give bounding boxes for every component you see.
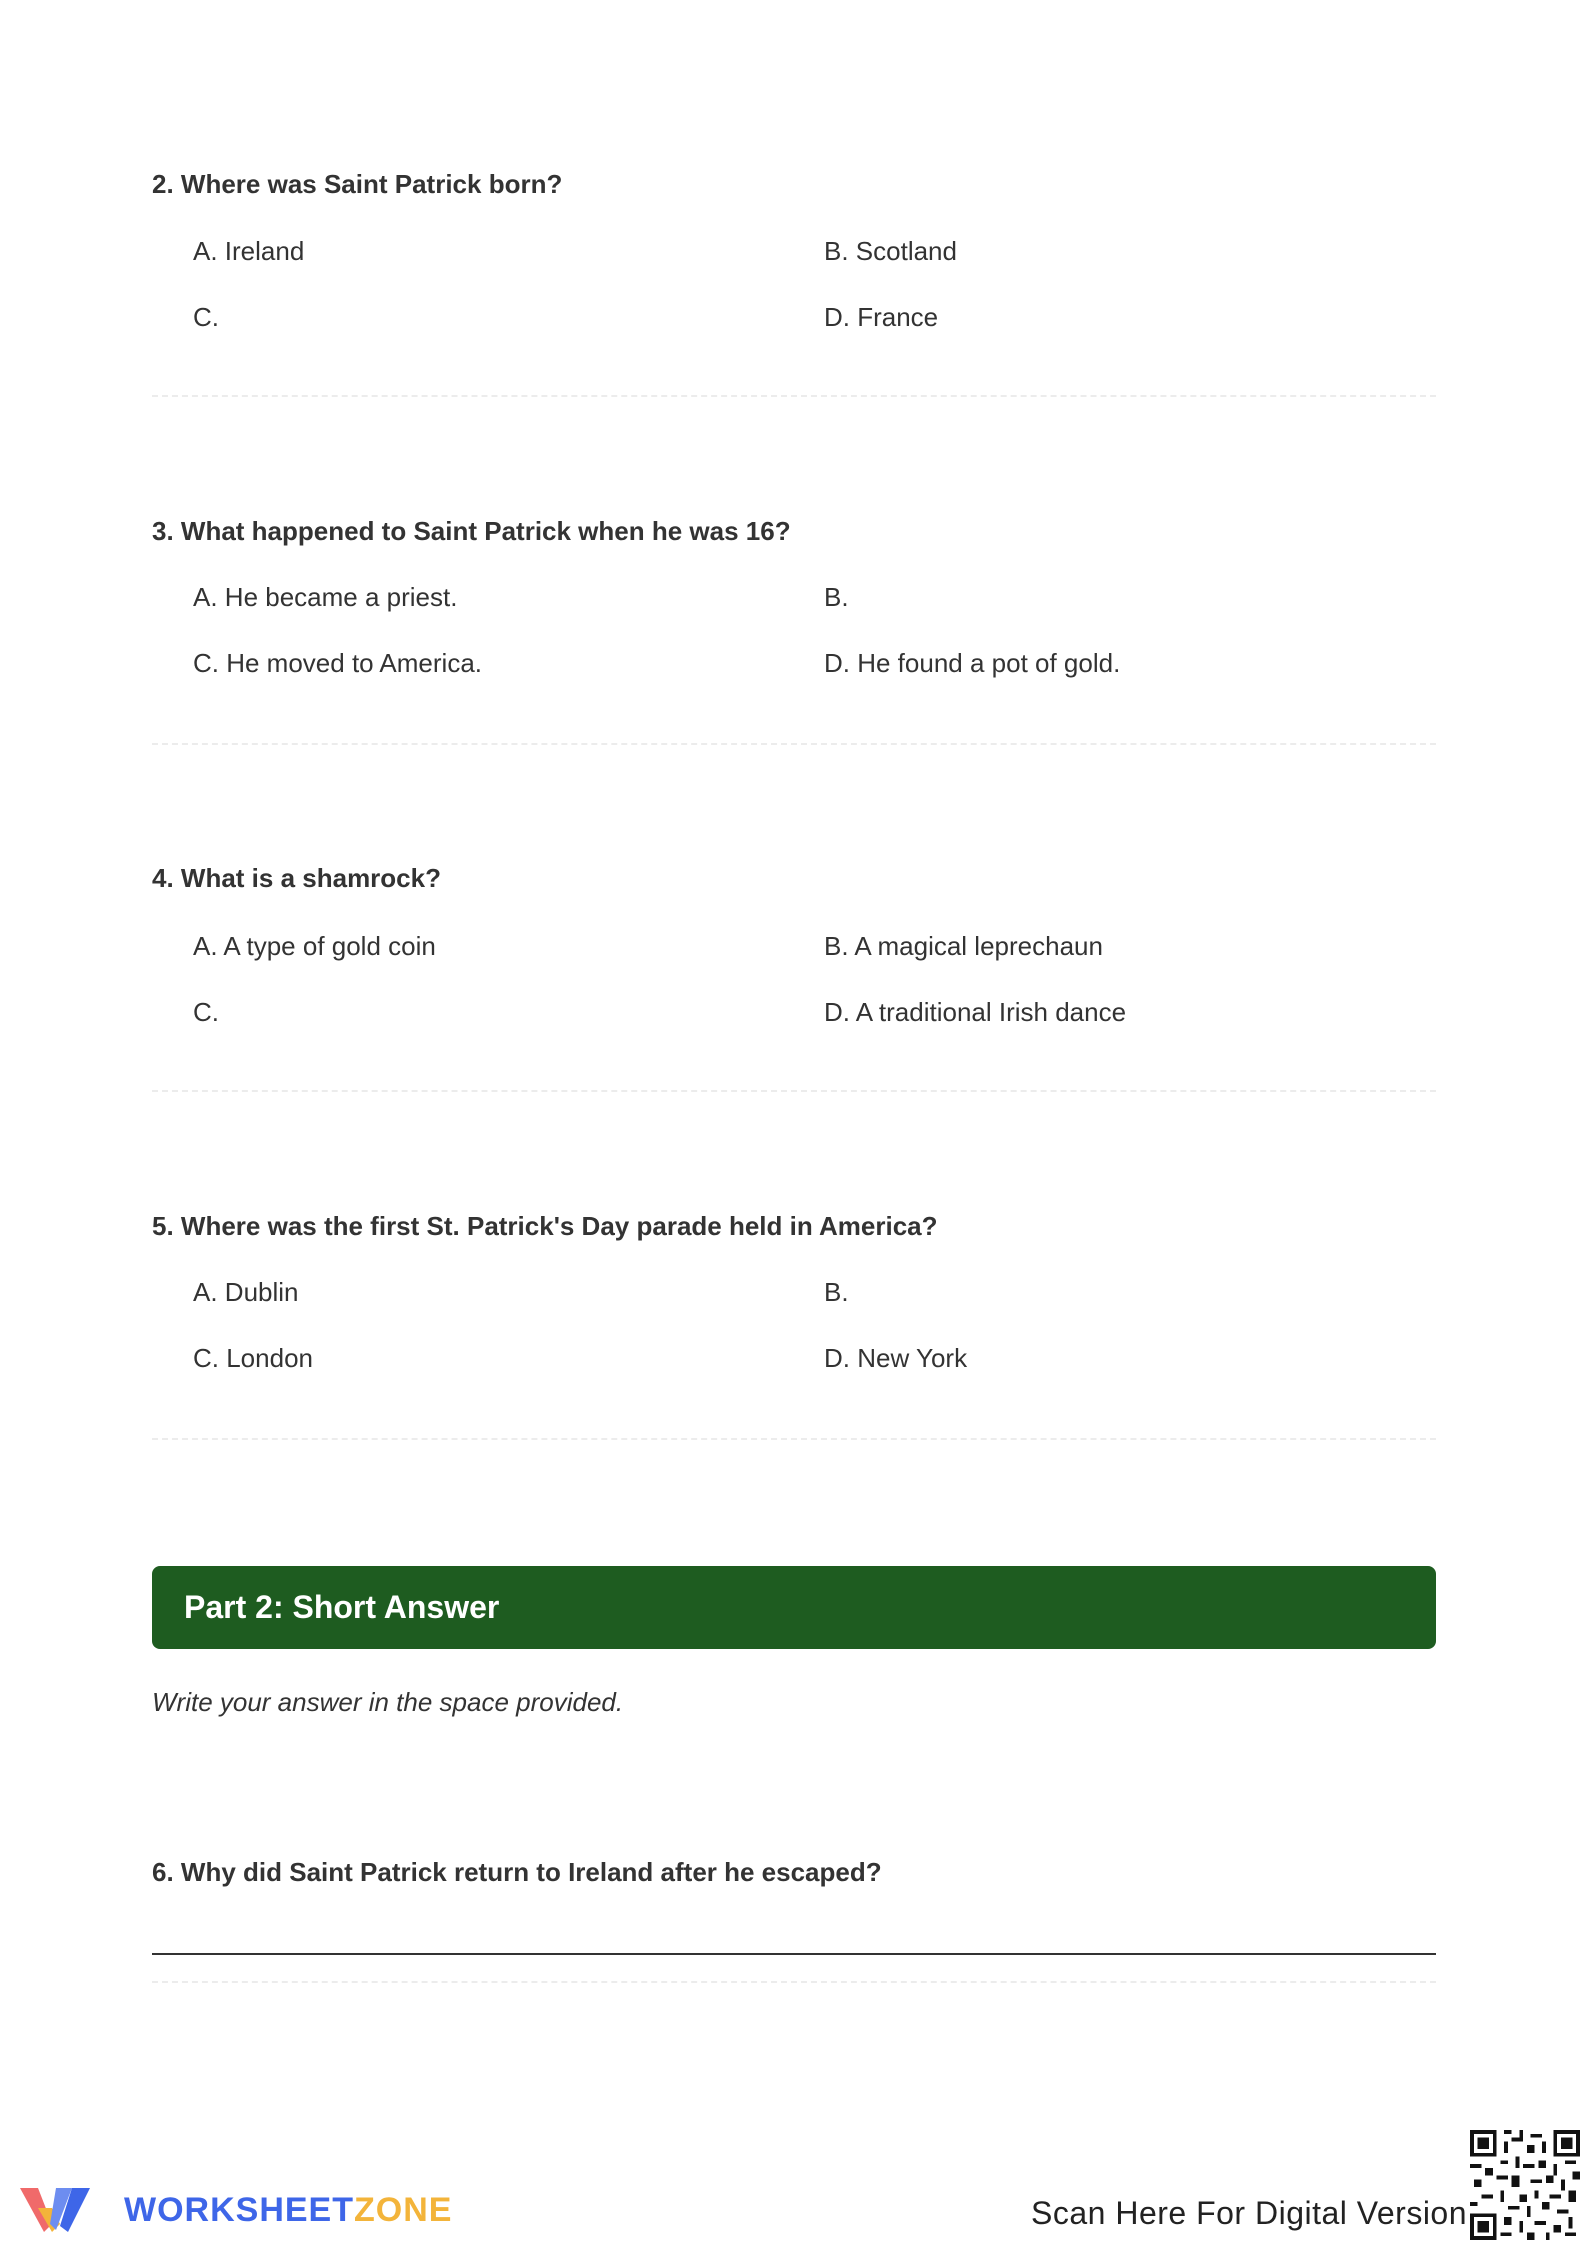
question-3: [152, 515, 1436, 711]
section-instruction: Write your answer in the space provided.: [152, 1687, 624, 1717]
option-b: B.: [824, 582, 849, 612]
question-text: 2. Where was Saint Patrick born?: [152, 169, 563, 199]
scan-caption: Scan Here For Digital Version: [1031, 2195, 1468, 2231]
question-5: [152, 1210, 1436, 1406]
option-b: B. A magical leprechaun: [824, 931, 1103, 961]
option-b: B.: [824, 1277, 849, 1307]
option-a: A. He became a priest.: [193, 582, 458, 612]
option-a: A. A type of gold coin: [193, 931, 436, 961]
options-grid: [152, 581, 1436, 711]
qr-code-icon[interactable]: [1470, 2130, 1580, 2240]
section-banner: Part 2: Short Answer: [152, 1566, 1436, 1649]
options-grid: [152, 930, 1436, 1060]
brand-logo[interactable]: [16, 2178, 453, 2238]
question-text: 4. What is a shamrock?: [152, 863, 441, 893]
brand-wordmark: [124, 2190, 452, 2230]
options-grid: [152, 1276, 1436, 1406]
worksheetzone-logo-icon: [16, 2178, 116, 2238]
question-text: 5. Where was the first St. Patrick's Day parade held in America?: [152, 1211, 938, 1241]
question-text: 3. What happened to Saint Patrick when he was 16?: [152, 516, 791, 546]
brand-part-1: WORKSHEET: [124, 2191, 354, 2229]
option-d: D. New York: [824, 1343, 968, 1373]
brand-part-2: ZONE: [354, 2191, 453, 2229]
question-2: [152, 168, 1436, 365]
question-divider: [152, 743, 1436, 745]
question-divider: [152, 1981, 1436, 1983]
question-divider: [152, 395, 1436, 397]
option-c: C. He moved to America.: [193, 648, 482, 678]
option-b: B. Scotland: [824, 236, 957, 266]
question-text: 6. Why did Saint Patrick return to Ireland after he escaped?: [152, 1857, 882, 1887]
option-a: A. Ireland: [193, 236, 305, 266]
options-grid: [152, 235, 1436, 365]
option-d: D. France: [824, 302, 939, 332]
option-c: C.: [193, 302, 219, 332]
answer-line[interactable]: [152, 1953, 1436, 1955]
option-c: C.: [193, 997, 219, 1027]
question-4: [152, 862, 1436, 1060]
option-d: D. A traditional Irish dance: [824, 997, 1127, 1027]
option-a: A. Dublin: [193, 1277, 299, 1307]
question-6: [152, 1856, 1436, 1888]
option-c: C. London: [193, 1343, 313, 1373]
question-divider: [152, 1438, 1436, 1440]
option-d: D. He found a pot of gold.: [824, 648, 1121, 678]
question-divider: [152, 1090, 1436, 1092]
